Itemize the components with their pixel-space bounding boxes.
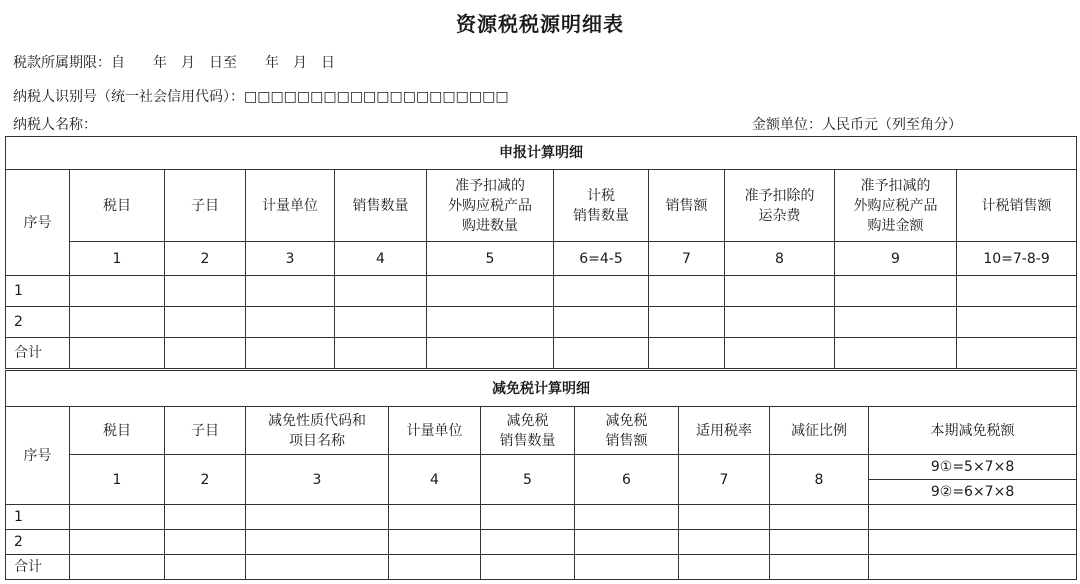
row-label: 1: [6, 276, 70, 307]
tax-period: 税款所属期限：自 年 月 日至 年 月 日: [13, 55, 335, 71]
table-cell[interactable]: [649, 307, 725, 338]
table-row: [6, 530, 1077, 555]
exemption-table: [5, 370, 1077, 580]
formula-2: 9②=6×7×8: [869, 480, 1077, 505]
table-cell[interactable]: [70, 307, 165, 338]
column-header: 减免税 销售额: [575, 407, 679, 455]
declaration-section-title: 申报计算明细: [6, 137, 1077, 170]
page-title: 资源税税源明细表: [456, 12, 624, 36]
column-header: 计量单位: [246, 170, 335, 242]
table-cell[interactable]: [575, 505, 679, 530]
table-cell[interactable]: [246, 307, 335, 338]
table-cell[interactable]: [70, 338, 165, 369]
column-header: 准予扣减的 外购应税产品 购进金额: [835, 170, 957, 242]
table-cell[interactable]: [70, 555, 165, 580]
column-header: 子目: [165, 170, 246, 242]
column-header: 准予扣除的 运杂费: [725, 170, 835, 242]
seq-header: 序号: [6, 170, 70, 276]
table-cell[interactable]: [481, 555, 575, 580]
table-cell[interactable]: [869, 555, 1077, 580]
table-cell[interactable]: [481, 530, 575, 555]
table-cell[interactable]: [165, 505, 246, 530]
column-header: 销售数量: [335, 170, 427, 242]
table-row: [6, 276, 1077, 307]
table-cell[interactable]: [725, 276, 835, 307]
table-cell[interactable]: [165, 530, 246, 555]
table-cell[interactable]: [957, 307, 1077, 338]
table-cell[interactable]: [165, 555, 246, 580]
table-cell[interactable]: [246, 338, 335, 369]
column-code: 1: [70, 242, 165, 276]
table-cell[interactable]: [575, 555, 679, 580]
column-code: 8: [725, 242, 835, 276]
column-code: 2: [165, 242, 246, 276]
row-label: 2: [6, 530, 70, 555]
column-code: 5: [427, 242, 554, 276]
row-label: 合计: [6, 555, 70, 580]
table-cell[interactable]: [957, 338, 1077, 369]
table-cell[interactable]: [679, 530, 770, 555]
table-cell[interactable]: [165, 338, 246, 369]
column-code: 3: [246, 455, 389, 505]
table-cell[interactable]: [554, 276, 649, 307]
table-cell[interactable]: [427, 338, 554, 369]
table-cell[interactable]: [70, 276, 165, 307]
table-cell[interactable]: [481, 505, 575, 530]
table-cell[interactable]: [335, 276, 427, 307]
table-cell[interactable]: [835, 307, 957, 338]
table-cell[interactable]: [165, 307, 246, 338]
currency-unit: 金额单位：人民币元（列至角分）: [752, 117, 962, 133]
table-cell[interactable]: [70, 505, 165, 530]
table-row: [6, 338, 1077, 369]
column-code: 9: [835, 242, 957, 276]
table-cell[interactable]: [554, 338, 649, 369]
table-cell[interactable]: [575, 530, 679, 555]
column-header: 子目: [165, 407, 246, 455]
declaration-table: [5, 136, 1077, 369]
column-code: 5: [481, 455, 575, 505]
table-cell[interactable]: [246, 276, 335, 307]
table-cell[interactable]: [835, 338, 957, 369]
exemption-section-title: 减免税计算明细: [6, 371, 1077, 407]
column-header: 减免税 销售数量: [481, 407, 575, 455]
table-cell[interactable]: [389, 555, 481, 580]
table-cell[interactable]: [835, 276, 957, 307]
taxpayer-name: 纳税人名称：: [13, 117, 97, 133]
column-header: 销售额: [649, 170, 725, 242]
column-header: 减免性质代码和 项目名称: [246, 407, 389, 455]
table-cell[interactable]: [770, 505, 869, 530]
table-cell[interactable]: [679, 555, 770, 580]
table-cell[interactable]: [679, 505, 770, 530]
table-row: [6, 505, 1077, 530]
column-code: 1: [70, 455, 165, 505]
table-cell[interactable]: [246, 505, 389, 530]
table-cell[interactable]: [246, 530, 389, 555]
column-code: 7: [649, 242, 725, 276]
table-cell[interactable]: [427, 307, 554, 338]
table-cell[interactable]: [70, 530, 165, 555]
column-header: 减征比例: [770, 407, 869, 455]
table-cell[interactable]: [554, 307, 649, 338]
table-cell[interactable]: [335, 338, 427, 369]
column-code: 10=7-8-9: [957, 242, 1077, 276]
column-header: 计量单位: [389, 407, 481, 455]
column-header: 计税销售额: [957, 170, 1077, 242]
column-code: 6: [575, 455, 679, 505]
table-cell[interactable]: [427, 276, 554, 307]
table-row: [6, 307, 1077, 338]
row-label: 1: [6, 505, 70, 530]
row-label: 合计: [6, 338, 70, 369]
column-header: 税目: [70, 170, 165, 242]
table-row: [6, 555, 1077, 580]
table-cell[interactable]: [246, 555, 389, 580]
table-cell[interactable]: [649, 338, 725, 369]
column-header: 准予扣减的 外购应税产品 购进数量: [427, 170, 554, 242]
table-cell[interactable]: [725, 307, 835, 338]
table-cell[interactable]: [389, 530, 481, 555]
seq-header: 序号: [6, 407, 70, 505]
column-code: 6=4-5: [554, 242, 649, 276]
column-code: 4: [335, 242, 427, 276]
column-code: 7: [679, 455, 770, 505]
table-cell[interactable]: [725, 338, 835, 369]
table-cell[interactable]: [335, 307, 427, 338]
column-header: 计税 销售数量: [554, 170, 649, 242]
table-cell[interactable]: [389, 505, 481, 530]
taxpayer-id: 纳税人识别号（统一社会信用代码）：□□□□□□□□□□□□□□□□□□□□: [13, 89, 509, 105]
table-cell[interactable]: [649, 276, 725, 307]
table-cell[interactable]: [165, 276, 246, 307]
table-cell[interactable]: [869, 530, 1077, 555]
column-code: 3: [246, 242, 335, 276]
row-label: 2: [6, 307, 70, 338]
column-code: 4: [389, 455, 481, 505]
column-code: 8: [770, 455, 869, 505]
formula-1: 9①=5×7×8: [869, 455, 1077, 480]
column-header: 本期减免税额: [869, 407, 1077, 455]
column-header: 税目: [70, 407, 165, 455]
table-cell[interactable]: [869, 505, 1077, 530]
column-header: 适用税率: [679, 407, 770, 455]
column-code: 2: [165, 455, 246, 505]
table-cell[interactable]: [957, 276, 1077, 307]
table-cell[interactable]: [770, 555, 869, 580]
table-cell[interactable]: [770, 530, 869, 555]
